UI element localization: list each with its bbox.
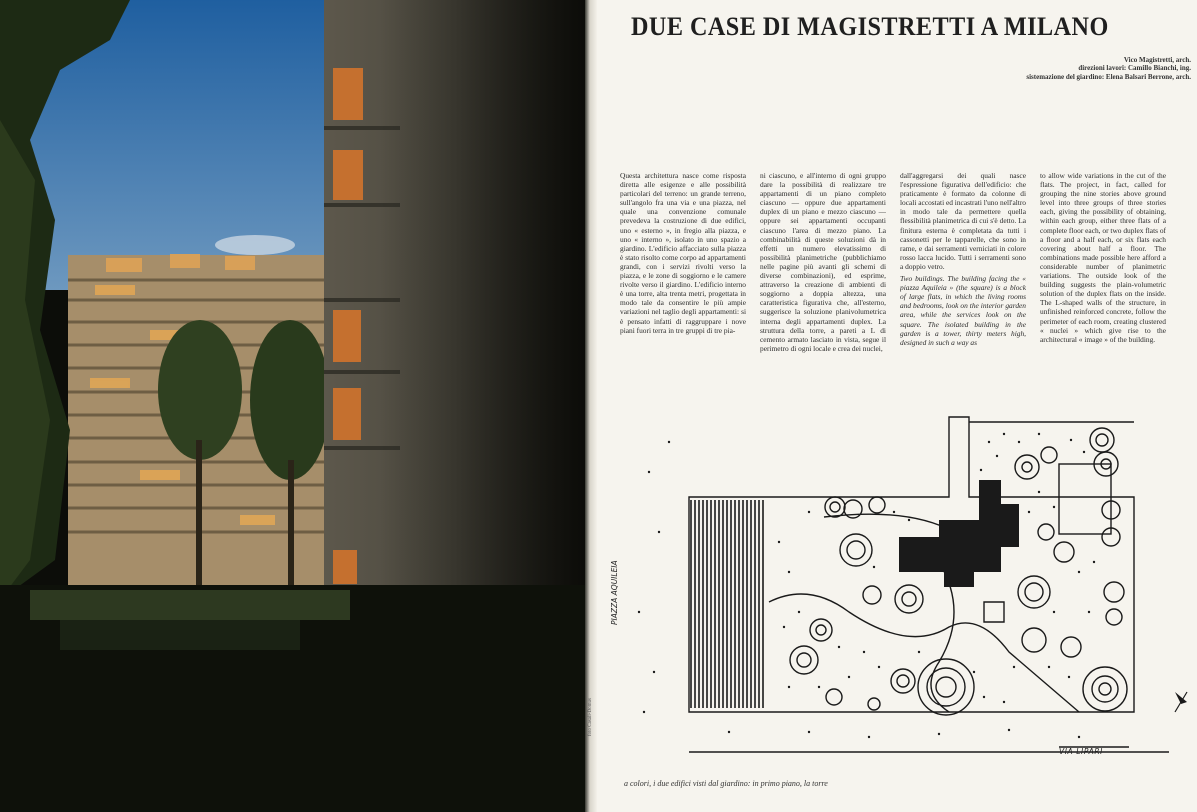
site-plan-sketch bbox=[609, 412, 1195, 772]
article-title: DUE CASE DI MAGISTRETTI A MILANO bbox=[631, 12, 1109, 41]
square-label: PIAZZA AQUILEIA bbox=[610, 560, 619, 625]
italian-text-paragraph: Questa architettura nasce come risposta diretta alle esigenze e alle possibilità particolari del terreno: un grande terreno, sull'angolo fra una via e una piazza, nel quale una convenzione comunale prevedeva la costruzione di due edifici, uno « esterno », in fregio alla piazza, e uno « interno », isolato in uno spazio a giardino. L'edificio affacciato sulla piazza è stato risolto come corpo ad appartamenti grandi, con i servizi rivolti verso la piazza, e le zone di soggiorno e le camere rivolte verso il giardino. L'edificio interno è una torre, alta trenta metri, progettata in modo tale da consentire le più ampie variazioni nel taglio degli appartamenti: si è pensato infatti di raggruppare i nove piani fuori terra in tre gruppi di tre pia- bbox=[620, 171, 746, 335]
street-label: VIA LIPARI bbox=[1059, 747, 1103, 756]
credit-line-engineer: direzioni lavori: Camillo Bianchi, ing. bbox=[1078, 64, 1191, 73]
photo-caption: a colori, i due edifici visti dal giardino: in primo piano, la torre bbox=[624, 779, 828, 788]
text-column-4 bbox=[1040, 171, 1166, 411]
photo-illustration bbox=[0, 0, 588, 812]
building-photograph bbox=[0, 0, 588, 812]
article-page bbox=[597, 0, 1197, 812]
article-body bbox=[620, 171, 1180, 411]
italian-text-paragraph: dall'aggregarsi dei quali nasce l'espressione figurativa dell'edificio: che praticamente è formato da colonne di locali accostati ed incastrati l'uno nell'altro in modo tale da permettere quella flessibilità planimetrica di cui s'è detto. La finitura esterna è completata da tutti i cassonetti per le tapparelle, che sono in rame, e dai serramenti verniciati in colore rosso lacca lucido. Tutti i serramenti sono a doppio vetro. bbox=[900, 171, 1026, 271]
text-column-3 bbox=[900, 171, 1026, 411]
article-credits bbox=[771, 56, 1191, 81]
credit-line-garden: sistemazione del giardino: Elena Balsari Berrone, arch. bbox=[1026, 72, 1191, 81]
english-text-paragraph: to allow wide variations in the cut of the flats. The project, in fact, called for grouping the nine stories above ground level into three groups of three stories each, giving the possibility of obtaining, within each group, either three flats of a complete floor each, or two duplex flats of a floor and a half each, or six flats each covering about half a floor. The combinations made possible here afford a considerable number of planimetric variations. The outside look of the building suggests the plain-volumetric solution of the duplex flats on the inside. The L-shaped walls of the structure, in unfinished reinforced concrete, follow the perimeter of each room, creating clustered « nuclei » which give rise to the architectural « image » of the building. bbox=[1040, 171, 1166, 344]
text-column-2 bbox=[760, 171, 886, 411]
site-plan-drawing bbox=[609, 412, 1195, 772]
text-column-1 bbox=[620, 171, 746, 411]
english-text-paragraph: Two buildings. The building facing the « piazza Aquileia » (the square) is a block of large flats, in which the living rooms and bedrooms, look on the interior garden area, while the services look on the square. The isolated building in the garden is a tower, thirty meters high, designed in such a way as bbox=[900, 274, 1026, 347]
page-gutter bbox=[585, 0, 597, 812]
italian-text-paragraph: ni ciascuno, e all'interno di ogni gruppo dare la possibilità di realizzare tre appartamenti di un piano completo ciascuno — oppure due appartamenti duplex di un piano e mezzo ciascuno — oppure sei appartamenti occupanti ciascuno l'area di mezzo piano. La combinabilità di queste soluzioni dà in effetti un numero elevatissimo di possibilità planimetriche (pubblichiamo nelle pagine più avanti gli schemi di diverse combinazioni), ed esprime, attraverso la creazione di ambienti di soggiorno a doppia altezza, una caratteristica figurativa che, all'esterno, suggerisce la soluzione planivolumetrica interna degli appartamenti duplex. La struttura della torre, a pareti a L di cemento armato lasciato in vista, segue il perimetro di ogni locale e crea dei nuclei, bbox=[760, 171, 886, 353]
credit-line-architect: Vico Magistretti, arch. bbox=[1123, 56, 1191, 64]
photo-credit: foto Casali-Domus bbox=[588, 698, 593, 736]
